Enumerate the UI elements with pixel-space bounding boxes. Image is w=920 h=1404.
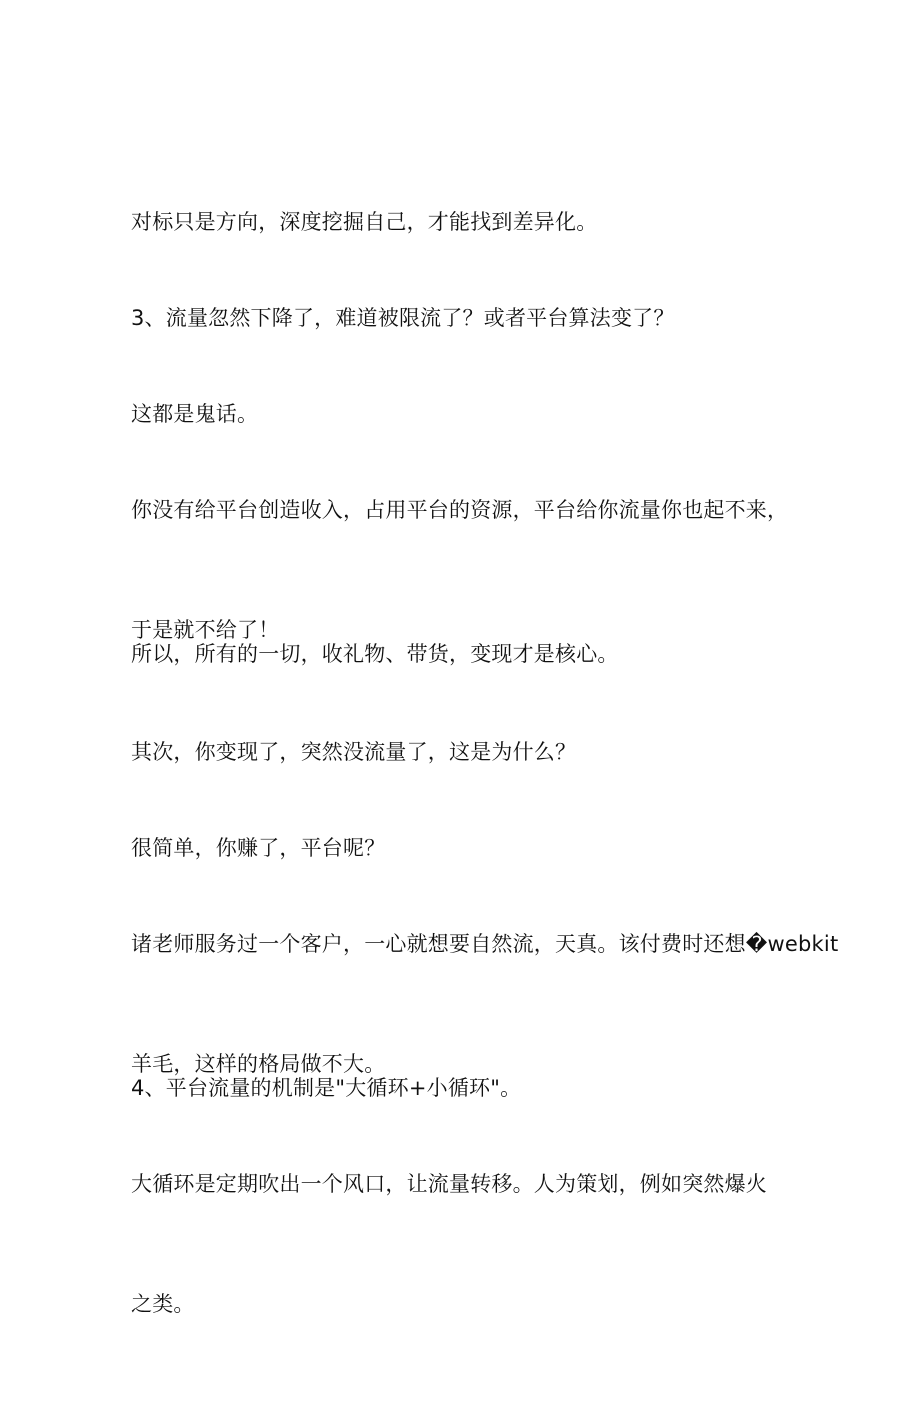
text-line: 很简单，你赚了，平台呢？: [131, 836, 386, 860]
text-line: 之类。: [131, 1292, 195, 1316]
text-line: 你没有给平台创造收入，占用平台的资源，平台给你流量你也起不来，: [131, 498, 789, 522]
text-line: 其次，你变现了，突然没流量了，这是为什么？: [131, 740, 577, 764]
text-line: 这都是鬼话。: [131, 402, 259, 426]
text-line: 3、流量忽然下降了，难道被限流了？或者平台算法变了？: [131, 306, 675, 330]
text-line: 羊毛，这样的格局做不大。: [131, 1052, 386, 1076]
paragraph-big-cycle: [131, 1084, 791, 1404]
text-line: 于是就不给了！: [131, 618, 280, 642]
text-line: 诸老师服务过一个客户，一心就想要自然流，天真。该付费时还想�webkit: [131, 932, 839, 956]
text-line: 对标只是方向，深度挖掘自己，才能找到差异化。: [131, 210, 598, 234]
text-line: 大循环是定期吹出一个风口，让流量转移。人为策划，例如突然爆火: [131, 1172, 767, 1196]
text-line: 所以，所有的一切，收礼物、带货，变现才是核心。: [131, 642, 619, 666]
text-line: 4、平台流量的机制是"大循环+小循环"。: [131, 1076, 522, 1100]
